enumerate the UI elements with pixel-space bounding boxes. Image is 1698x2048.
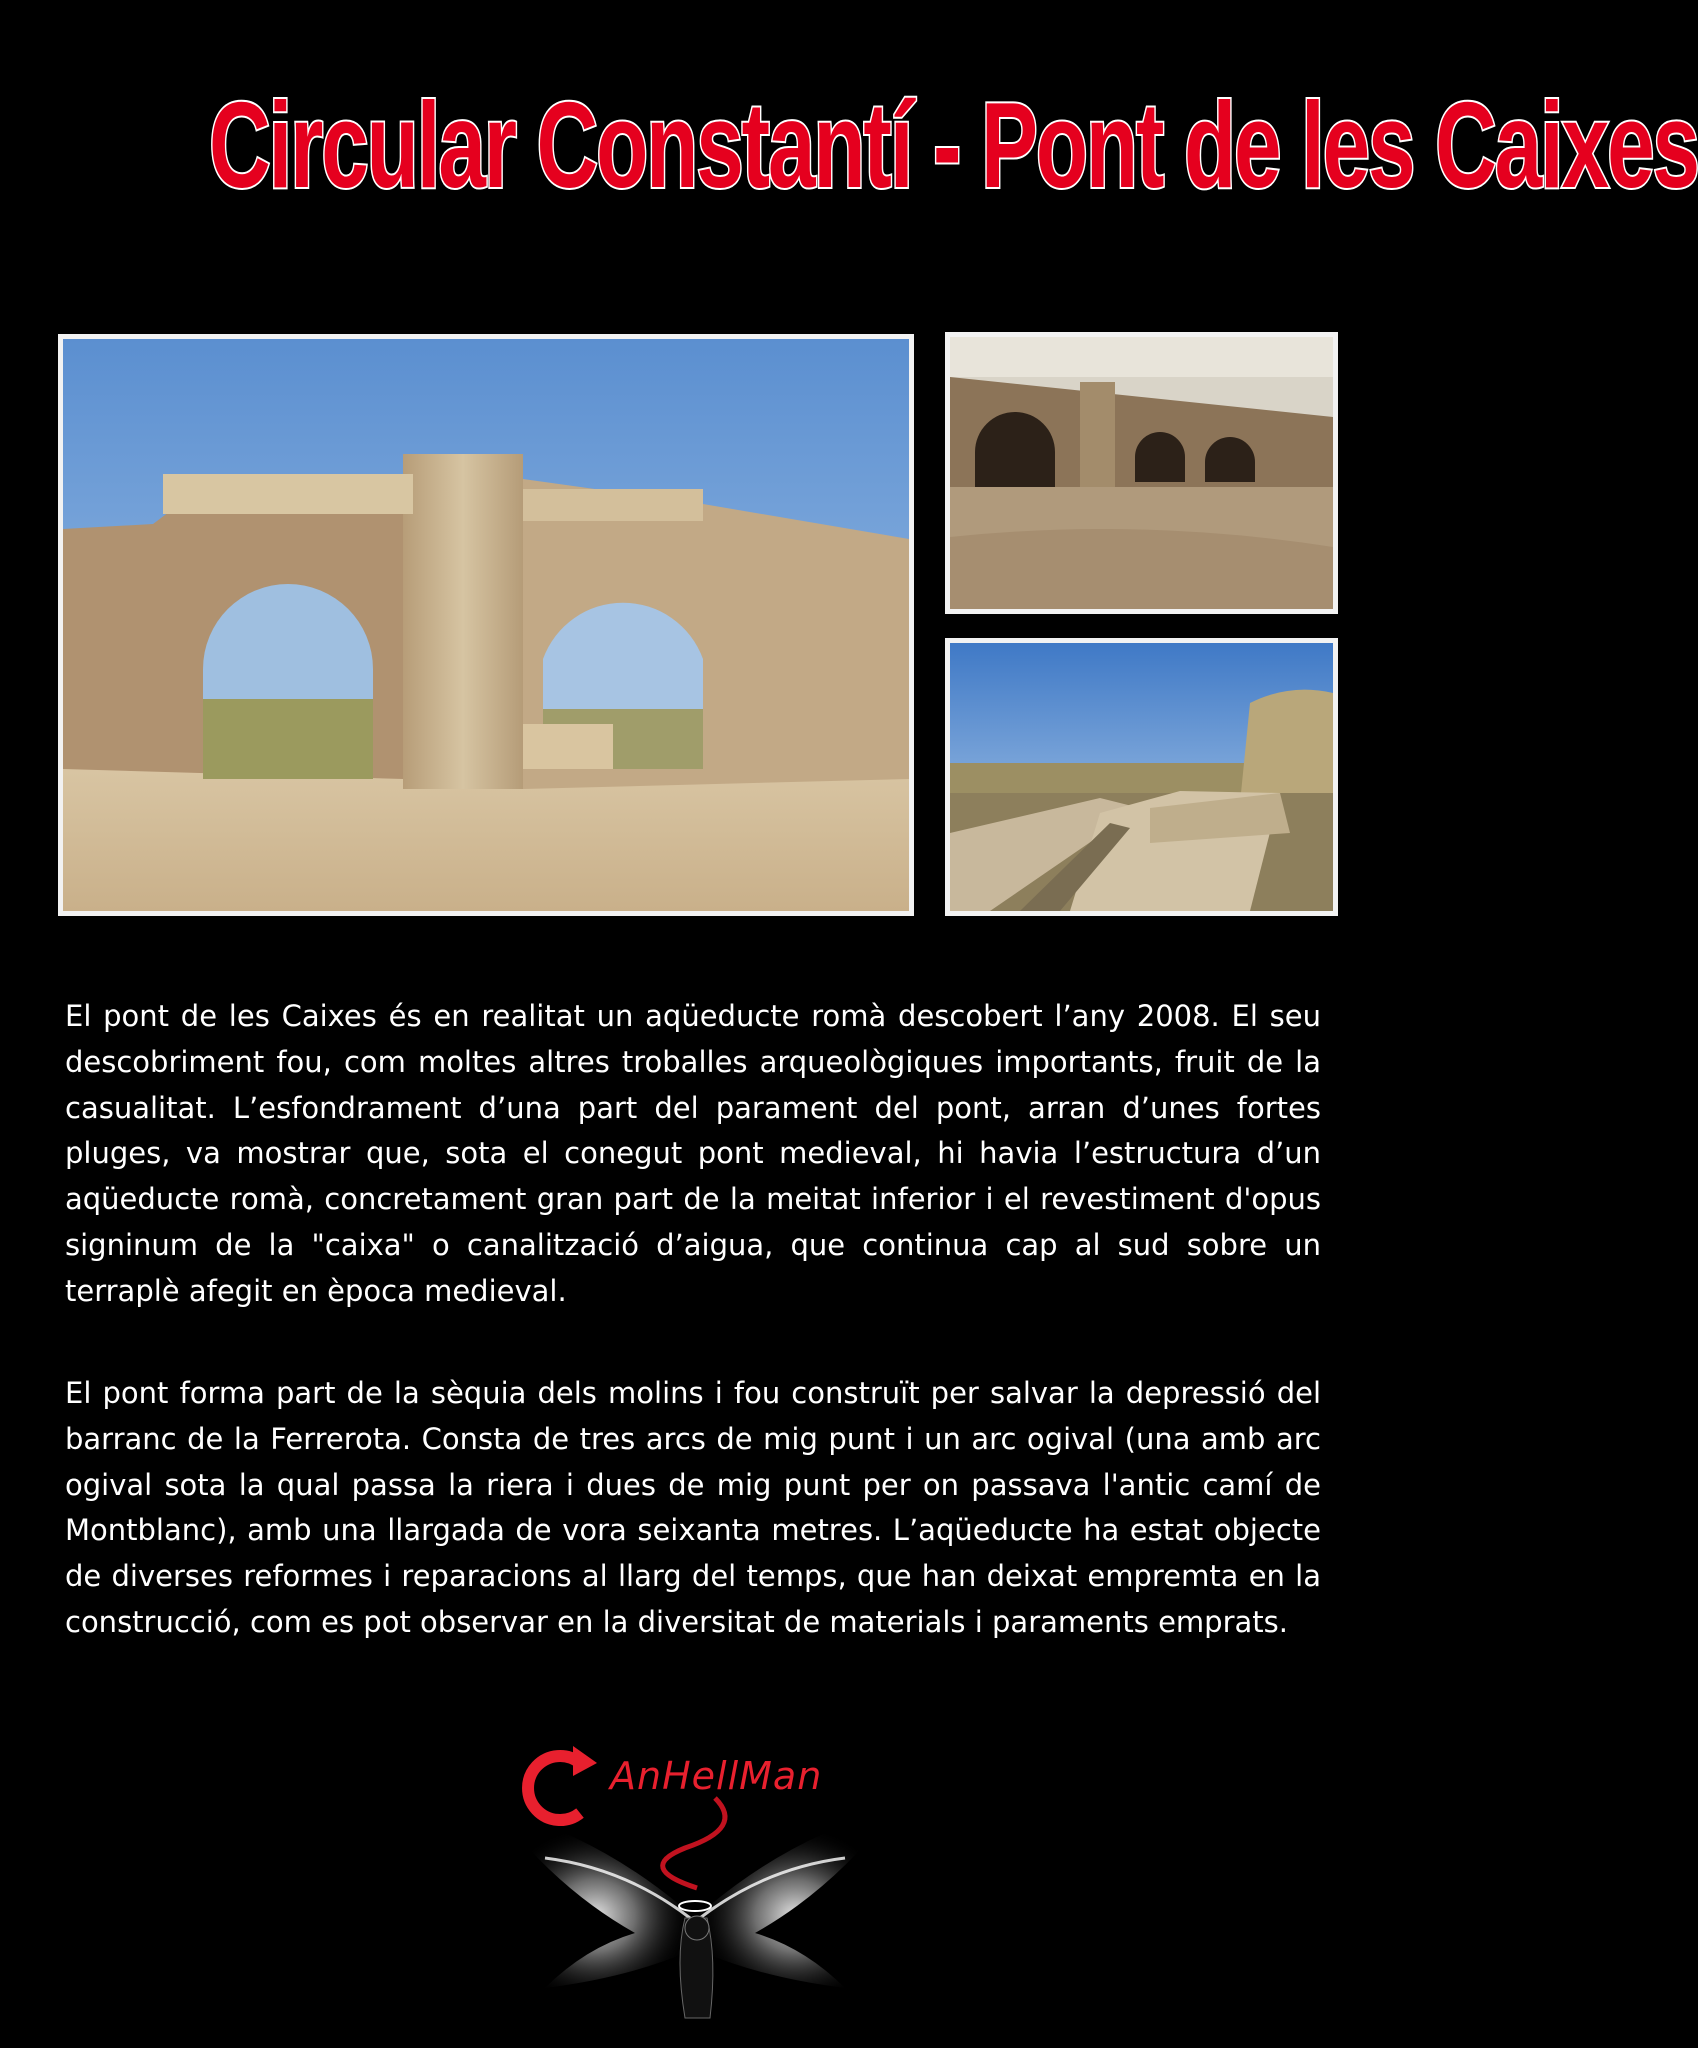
- paragraph-1: El pont de les Caixes és en realitat un aqüeducte romà descobert l’any 2008. El seu descobriment fou, com moltes altres troballes arqueològiques importants, fruit de la casualitat. L’esfondrament d’una part del parament del pont, arran d’unes fortes pluges, va mostrar que, sota el conegut pont medieval, hi havia l’estructura d’un aqüeducte romà, concretament gran part de la meitat inferior i el revestiment d'opus signinum de la "caixa" o canalització d’aigua, que continua cap al sud sobre un terraplè afegit en època medieval.: [65, 999, 1321, 1308]
- circular-arrow-icon: [528, 1746, 597, 1820]
- logo-text: AnHellMan: [610, 1754, 823, 1798]
- paragraph-2: El pont forma part de la sèquia dels molins i fou construït per salvar la depressió del barranc de la Ferrerota. Consta de tres arcs de mig punt i un arc ogival (una amb arc ogival sota la qual passa la riera i dues de mig punt per on passava l'antic camí de Montblanc), amb una llargada de vora seixanta metres. L’aqüeducte ha estat objecte de diverses reformes i reparacions al llarg del temps, que han deixat empremta en la construcció, com es pot observar en la diversitat de materials i paraments emprats.: [65, 1376, 1321, 1639]
- anhellman-logo: [485, 1718, 905, 2038]
- aqueduct-photo-channel: [945, 638, 1338, 916]
- aqueduct-photo-main: [58, 334, 914, 916]
- aqueduct-photo-arches: [945, 332, 1338, 614]
- page-title: Circular Constantí - Pont de les Caixes: [208, 77, 1698, 213]
